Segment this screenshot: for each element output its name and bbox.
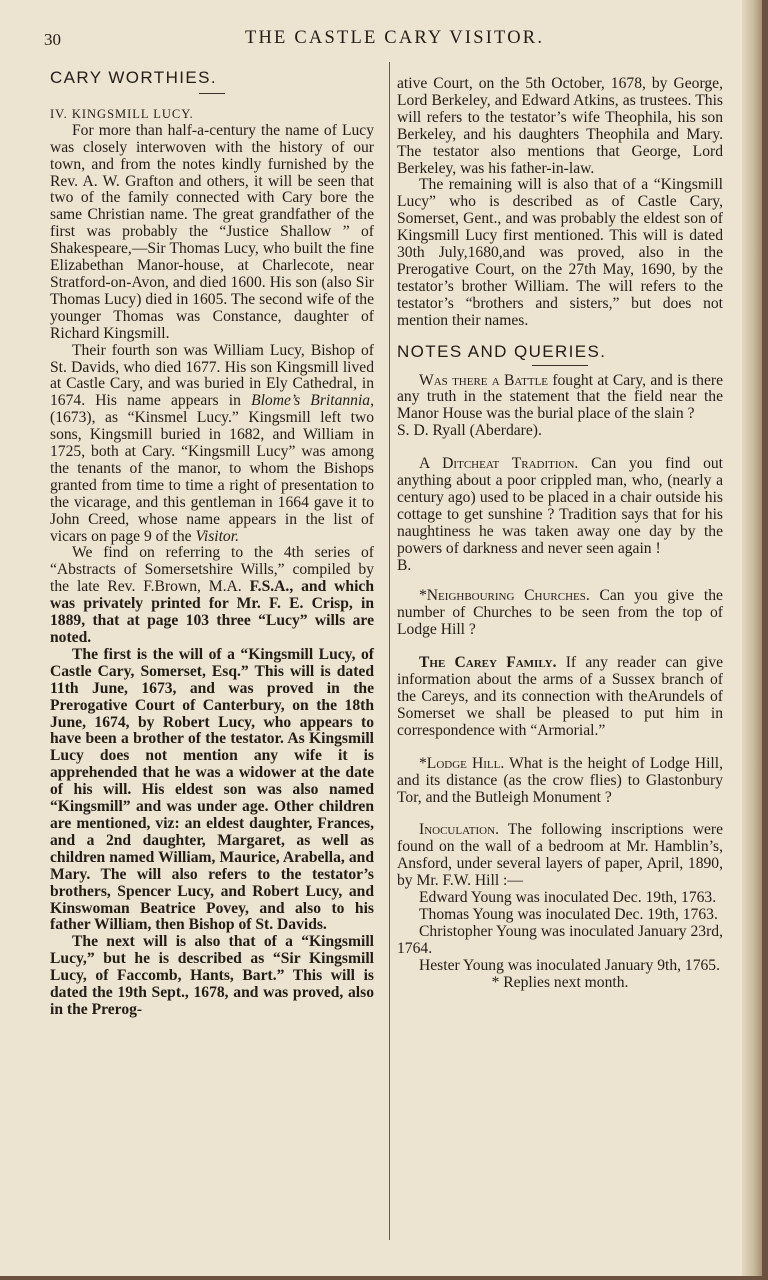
query-body: What is the height of Lodge Hill, and its distance (as the crow flies) to Glastonbury Tor, and the Butleigh Monument ?: [397, 754, 723, 806]
bold-run: F.S.A., and which was privately printed for Mr. F. E. Crisp, in 1889, that at page 103 three “Lucy” wills are noted.: [50, 578, 374, 646]
article-paragraph-2: [50, 343, 374, 546]
article-paragraph-7: The remaining will is also that of a “Kingsmill Lucy” who is described as of Castle Cary, Somerset, Gent., and was probably the eldest son of Kingsmill Lucy first mentioned. This will is dated 30th July,1680,and was proved, also in the Prerogative Court, on the 27th May, 1690, by the testator’s brother William. The will refers to the testator’s “brothers and sisters,” but does not mention their names.: [397, 176, 723, 329]
journal-title: THE CASTLE CARY VISITOR.: [245, 28, 545, 48]
article-paragraph-3: [50, 545, 374, 646]
article-subtitle: IV. KINGSMILL LUCY.: [50, 106, 194, 121]
right-column: [397, 76, 723, 992]
text-run: Their fourth son was William Lucy, Bishop of St. Davids, who died 1677. His son Kingsmill lived at Castle Cary, and was buried in Ely Cathedral, in 1674. His name appears in: [50, 341, 374, 410]
inscription-3: Christopher Young was inoculated January 23rd, 1764.: [397, 922, 723, 957]
query-heading: A Ditcheat Tradition.: [419, 455, 579, 473]
italic-title: Visitor.: [195, 527, 239, 545]
spacer: [397, 806, 723, 822]
query-body: Can you give the number of Churches to be seen from the top of Lodge Hill ?: [397, 587, 723, 639]
article-paragraph-6: ative Court, on the 5th October, 1678, by George, Lord Berkeley, and Edward Atkins, as trustees. This will refers to the testator’s wife Theophila, his son Berkeley, and his daughters Theophila and Mary. The testator also mentions that George, Lord Berkeley, was his father-in-law.: [397, 75, 723, 177]
query-inoculation: [397, 822, 723, 890]
inscription-4: Hester Young was inoculated January 9th, 1765.: [419, 956, 721, 974]
article-title: CARY WORTHIES.: [50, 68, 217, 87]
inscription-1: Edward Young was inoculated Dec. 19th, 1763.: [419, 889, 717, 907]
notes-title: NOTES AND QUERIES.: [397, 341, 607, 361]
inscription-2: Thomas Young was inoculated Dec. 19th, 1763.: [419, 905, 718, 923]
query-heading: *Neighbouring Churches.: [419, 587, 590, 605]
query-body: If any reader can give information about the arms of a Sussex branch of the Careys, and its connection with theArundels of Somerset we shall be pleased to put him in correspondence with “Armorial.”: [397, 654, 724, 739]
query-carey: [397, 655, 723, 740]
page-edge: [742, 0, 762, 1276]
query-signature: B.: [397, 556, 412, 574]
text-run: (1673), as “Kinsmel Lucy.” Kingsmill left two sons, Kingsmill buried in 1682, and William in 1725, both at Cary. “Kingsmill Lucy” was among the tenants of the manor, to whom the Bishops granted from time to time a right of presentation to the vicarage, and this gentleman in 1664 gave it to John Creed, whose name appears in the list of vicars on page 9 of the: [50, 409, 374, 545]
query-heading: The Carey Family.: [419, 654, 557, 672]
left-column: [50, 70, 374, 1019]
text-run: We find on referring to the 4th series of “Abstracts of Somersetshire Wills,” compiled by the late Rev. F.Brown, M.A.: [50, 544, 374, 596]
notes-rule: [532, 365, 588, 366]
footnote: * Replies next month.: [491, 973, 629, 991]
italic-title: Blome’s Britannia,: [251, 392, 374, 410]
running-head: [0, 28, 762, 54]
spacer: [397, 440, 723, 456]
article-paragraph-5: The next will is also that of a “Kingsmill Lucy,” but he is described as “Sir Kingsmill Lucy, of Faccomb, Hants, Bart.” This will is dated the 19th Sept., 1678, and was proved, also in the Prerog-: [50, 933, 374, 1018]
query-body: The following inscriptions were found on the wall of a bedroom at Mr. Hamblin’s, Ansford, under several layers of paper, April, 1890, by Mr. F.W. Hill :—: [397, 821, 723, 890]
query-heading: *Lodge Hill.: [419, 754, 505, 772]
query-battle: [397, 373, 723, 424]
query-heading: Was there a Battle: [419, 371, 549, 389]
spacer: [397, 639, 723, 655]
query-ditcheat: [397, 456, 723, 557]
article-paragraph-1: For more than half-a-century the name of Lucy was closely interwoven with the history of our town, and from the notes kindly furnished by the Rev. A. W. Grafton and others, it will be seen that two of the family connected with Cary bore the same Christian name. The great grandfather of the first was probably the “Justice Shallow ” of Shakespeare,—Sir Thomas Lucy, who built the fine Elizabethan Manor-house, at Charlecote, near Stratford-on-Avon, and died 1600. His son (also Sir Thomas Lucy) died in 1605. The second wife of the younger Thomas was Constance, daughter of Richard Kingsmill.: [50, 121, 374, 342]
page-number: 30: [44, 30, 61, 49]
spacer: [397, 740, 723, 756]
spacer: [397, 574, 723, 588]
title-rule: [199, 93, 225, 94]
query-lodge-hill: [397, 756, 723, 807]
article-paragraph-4: The first is the will of a “Kingsmill Lucy, of Castle Cary, Somerset, Esq.” This will is dated 11th June, 1673, and was proved in the Prerogative Court of Canterbury, on the 18th June, 1674, by Robert Lucy, who appears to have been a brother of the testator. As Kingsmill Lucy does not mention any wife it is apprehended that he was a widower at the date of his will. His eldest son was also named “Kingsmill” and was under age. Other children are mentioned, viz: an eldest daughter, Frances, and a 2nd daughter, Margaret, as well as children named William, Maurice, Arabella, and Mary. The will also refers to the testator’s brothers, Spencer Lucy, and Robert Lucy, and Kinswoman Beatrice Povey, and also to his father William, then Bishop of St. Davids.: [50, 645, 374, 934]
query-churches: [397, 588, 723, 639]
query-body: Can you find out anything about a poor crippled man, who, (nearly a century ago) used to be placed in a chair outside his cottage to get sunshine ? Tradition says that for his naughtiness he was taken away one day by the powers of darkness and never seen again !: [397, 455, 723, 557]
query-signature: S. D. Ryall (Aberdare).: [397, 422, 542, 440]
query-body: fought at Cary, and is there any truth in the statement that the field near the Manor House was the burial place of the slain ?: [397, 371, 723, 423]
query-heading: Inoculation.: [419, 821, 499, 839]
column-rule: [389, 62, 390, 1240]
